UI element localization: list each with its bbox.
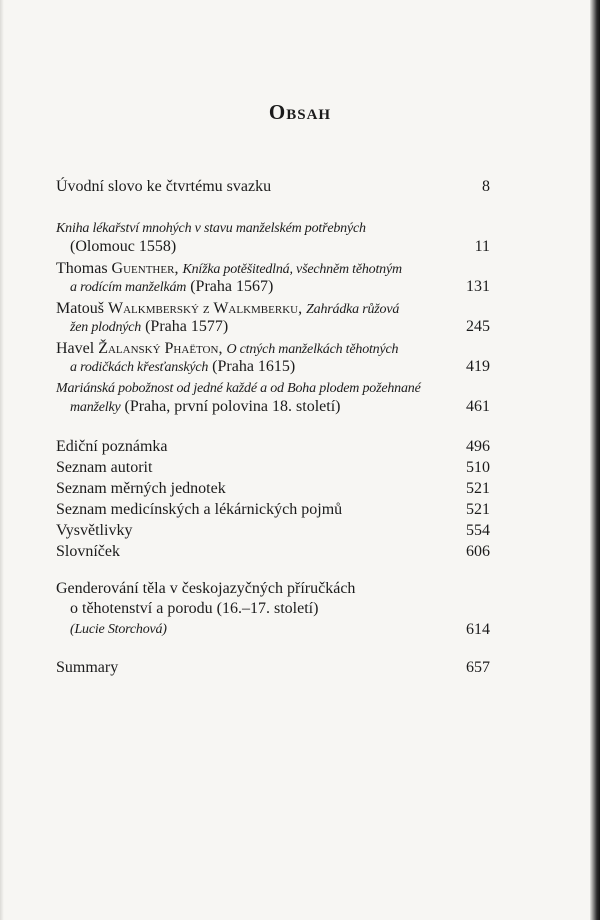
- toc-entry-4-line2: [70, 356, 490, 378]
- entry-text: o těhotenství a porodu (16.–17. století): [70, 600, 319, 617]
- separator: ,: [218, 340, 227, 357]
- entry-text: Seznam autorit: [56, 459, 153, 476]
- author-last: Guenther: [111, 260, 175, 277]
- author-first: Thomas: [56, 260, 112, 277]
- toc-entry-3-line2: [70, 316, 490, 338]
- page-number: 245: [466, 318, 490, 335]
- toc-essay-line2: [70, 598, 490, 620]
- page-edge-right: [590, 0, 600, 920]
- entry-detail: (Praha, první polovina 18. století): [120, 398, 341, 415]
- entry-title-cont: manželky: [70, 400, 121, 415]
- toc-essay-line3: [70, 619, 490, 641]
- page-number: 496: [466, 438, 490, 455]
- entry-text: [70, 356, 295, 379]
- entry-text: Vysvětlivky: [56, 522, 133, 539]
- essay-author: (Lucie Storchová): [70, 622, 167, 637]
- entry-title: O ctných manželkách těhotných: [226, 342, 399, 357]
- entry-text: [70, 396, 340, 419]
- toc-essay-line1: [56, 578, 490, 600]
- page-number: 8: [482, 178, 490, 195]
- page-number: 131: [466, 278, 490, 295]
- entry-text: Seznam medicínských a lékárnických pojmů: [56, 501, 343, 518]
- toc-entry-intro: [56, 176, 490, 198]
- entry-text: [70, 316, 228, 339]
- toc-apparatus-item: [56, 499, 490, 521]
- page-number: 419: [466, 358, 490, 375]
- entry-detail: (Praha 1577): [141, 318, 229, 335]
- page-number: 510: [466, 459, 490, 476]
- entry-title-cont: žen plodných: [70, 320, 142, 335]
- author-last: Walkmberský z Walkmberku: [108, 300, 299, 317]
- entry-text: Úvodní slovo ke čtvrtému svazku: [56, 178, 272, 195]
- page-edge-left: [0, 0, 4, 920]
- entry-text: Ediční poznámka: [56, 438, 168, 455]
- toc-entry-5-line2: [70, 396, 490, 418]
- entry-title: Knížka potěšitedlná, všechněm těhotným: [182, 262, 402, 277]
- author-first: Matouš: [56, 300, 108, 317]
- entry-title: Zahrádka růžová: [306, 302, 400, 317]
- entry-title-cont: a rodícím manželkám: [70, 280, 187, 295]
- toc-apparatus-item: [56, 520, 490, 542]
- entry-text: Genderování těla v českojazyčných příručkách: [56, 580, 356, 597]
- entry-text: [70, 276, 273, 299]
- separator: ,: [298, 300, 307, 317]
- page-number: 11: [474, 238, 490, 255]
- toc-apparatus-item: [56, 478, 490, 500]
- entry-detail: (Olomouc 1558): [70, 238, 177, 255]
- page-number: 554: [466, 522, 490, 539]
- entry-text: Slovníček: [56, 543, 120, 560]
- page-number: 461: [466, 398, 490, 415]
- page-number: 521: [466, 501, 490, 518]
- page-number: 606: [466, 543, 490, 560]
- entry-text: Seznam měrných jednotek: [56, 480, 226, 497]
- toc-apparatus-item: [56, 457, 490, 479]
- page-number: 614: [466, 621, 490, 638]
- toc-entry-2-line2: [70, 276, 490, 298]
- entry-detail: (Praha 1615): [208, 358, 296, 375]
- toc-apparatus-item: [56, 541, 490, 563]
- entry-detail: (Praha 1567): [186, 278, 274, 295]
- toc-entry-1-line2: [70, 236, 490, 258]
- toc-apparatus-item: [56, 436, 490, 458]
- entry-title: Mariánská pobožnost od jedné každé a od Boha plodem požehnané: [56, 381, 421, 396]
- page-number: 521: [466, 480, 490, 497]
- separator: ,: [174, 260, 183, 277]
- entry-text: Summary: [56, 659, 119, 676]
- toc-entry-summary: [56, 657, 490, 679]
- toc-title: Obsah: [268, 100, 332, 124]
- author-first: Havel: [56, 340, 99, 357]
- entry-title-cont: a rodičkách křesťanských: [70, 360, 209, 375]
- entry-title: Kniha lékařství mnohých v stavu manželském potřebných: [56, 221, 366, 236]
- page-number: 657: [466, 659, 490, 676]
- author-last: Žalanský Phaëton: [98, 340, 219, 357]
